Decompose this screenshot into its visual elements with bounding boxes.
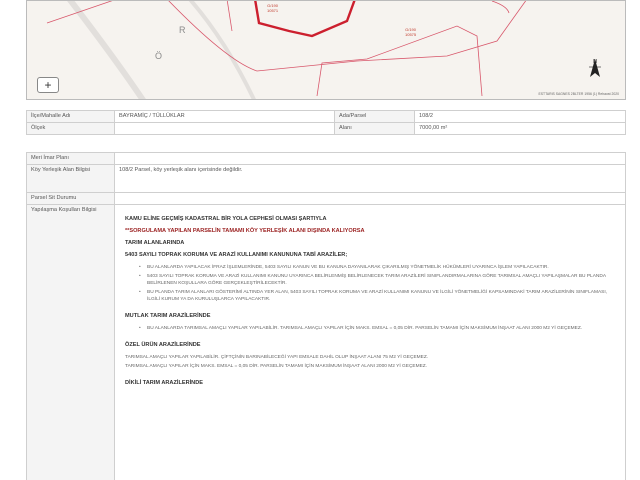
region-letter: Ö <box>155 51 164 61</box>
building-conditions-label: Yapılaşma Koşulları Bilgisi <box>27 205 115 480</box>
info-row <box>27 123 626 135</box>
zoning-details-table <box>26 152 626 480</box>
details-row <box>27 165 626 193</box>
conditions-content <box>119 207 621 386</box>
north-arrow-icon <box>589 59 601 81</box>
list-item: • 5403 SAYILI TOPRAK KORUMA VE ARAZİ KULLANIMI KANUNU UYARINCA BELİRLENMİŞ BELİRLENECEK TARIM ARAZİLERİ SINIFLANDIRMALARINA GÖRE TARIMSAL AMAÇLI YAPILAŞMALAR BU PLANDA BELİRLENEN KOŞULLARA GÖRE GERÇEKLEŞTİRİLECEKTİR. <box>139 273 615 287</box>
list-item: • BU ALANLARDA TARIMSAL AMAÇLI YAPILAR YAPILABİLİR. TARIMSAL AMAÇLI YAPILAR İÇİN MAKS. EMSAL = 0,05 DİR. PARSELİN TAMAMI İÇİN MAKSİMUM İNŞAAT ALANI 2000 M2 Yİ GEÇEMEZ. <box>139 325 615 332</box>
parcel-label-parsel: 10575 <box>405 32 417 37</box>
site-status-value <box>115 193 626 205</box>
parcel-label-ada: G/190 <box>267 3 279 8</box>
conditions-heading: MUTLAK TARIM ARAZİLERİNDE <box>125 313 211 319</box>
details-row <box>27 193 626 205</box>
region-letter: R <box>179 25 187 35</box>
conditions-heading: KAMU ELİNE GEÇMİŞ KADASTRAL BİR YOLA CEPHESİ OLMASI ŞARTIYLA <box>125 216 327 222</box>
parcel-label <box>405 27 416 37</box>
details-row <box>27 205 626 480</box>
area-value: 7000,00 m² <box>415 123 626 135</box>
info-row <box>27 111 626 123</box>
conditions-heading-warning: **SORGULAMA YAPILAN PARSELİN TAMAMI KÖY YERLEŞİK ALANI DIŞINDA KALIYORSA <box>125 228 365 234</box>
conditions-heading: ÖZEL ÜRÜN ARAZİLERİNDE <box>125 342 201 348</box>
parcel-label-parsel: 10571 <box>267 8 279 13</box>
district-label: İlçe/Mahalle Adı <box>27 111 115 123</box>
site-status-label: Parsel Sit Durumu <box>27 193 115 205</box>
plan-value <box>115 153 626 165</box>
conditions-list <box>139 264 615 303</box>
village-area-value: 108/2 Parsel, köy yerleşik alanı içerisinde değildir. <box>115 165 626 193</box>
area-label: Alanı <box>335 123 415 135</box>
map-canvas <box>27 1 626 100</box>
parcel-label <box>267 3 278 13</box>
plan-label: Meri İmar Planı <box>27 153 115 165</box>
list-item: • BU ALANLARDA YAPILACAK İFRAZ İŞLEMLERİNDE, 5403 SAYILI KANUN VE BU KANUNA DAYANILARAK ÇIKARILMIŞ YÖNETMELİK HÜKÜMLERİ UYARINCA İŞLEM YAPILACAKTIR. <box>139 264 615 271</box>
conditions-text: TARIMSAL AMAÇLI YAPILAR İÇİN MAKS. EMSAL = 0,05 DİR. PARSELİN TAMAMI İÇİN MAKSİMUM İNŞAAT ALANI 2000 M2 Yİ GEÇEMEZ. <box>125 364 428 369</box>
block-parcel-label: Ada/Parsel <box>335 111 415 123</box>
parcel-label-ada: G/190 <box>405 27 417 32</box>
details-row <box>27 153 626 165</box>
building-conditions-value <box>115 205 626 480</box>
conditions-text: TARIMSAL AMAÇLI YAPILAR YAPILABİLİR. ÇİFTÇİNİN BARINABİLECEĞİ YAPI EMSALE DAHİL OLUP İNŞAAT ALANI 75 M2 Yİ GEÇEMEZ. <box>125 355 429 360</box>
parcel-info-table <box>26 110 626 135</box>
village-area-label: Köy Yerleşik Alan Bilgisi <box>27 165 115 193</box>
map-attribution: ESTTARIS SAGNES 2BLTER 1956 (1) Rehavat 2020 <box>538 92 619 96</box>
conditions-list <box>139 325 615 332</box>
map-background <box>27 1 626 100</box>
conditions-heading: TARIM ALANLARINDA <box>125 240 185 246</box>
district-value: BAYRAMİÇ / TÜLLÜKLAR <box>115 111 335 123</box>
compass-icon <box>589 59 601 89</box>
conditions-heading: 5403 SAYILI TOPRAK KORUMA VE ARAZİ KULLANIMI KANUNUNA TABİ ARAZİLER; <box>125 252 348 258</box>
list-item: • BU PLANDA TARIM ALANLARI GÖSTERİMİ ALTINDA YER ALAN, 5403 SAYILI TOPRAK KORUMA VE ARAZİ KULLANIMI KANUNU VE İLGİLİ YÖNETMELİĞİ KAPSAMINDAKİ TARIM ARAZİLERİNİN SINIFLAMASI, İLGİLİ KURUM YA DA KURULUŞLARCA YAPILACAKTIR. <box>139 289 615 303</box>
scale-label: Ölçek <box>27 123 115 135</box>
zoom-in-button[interactable]: + <box>37 77 59 93</box>
block-parcel-value: 108/2 <box>415 111 626 123</box>
scale-value <box>115 123 335 135</box>
conditions-heading: DİKİLİ TARIM ARAZİLERİNDE <box>125 380 203 386</box>
north-arrow-shape <box>590 59 600 77</box>
parcel-map[interactable] <box>26 0 626 100</box>
